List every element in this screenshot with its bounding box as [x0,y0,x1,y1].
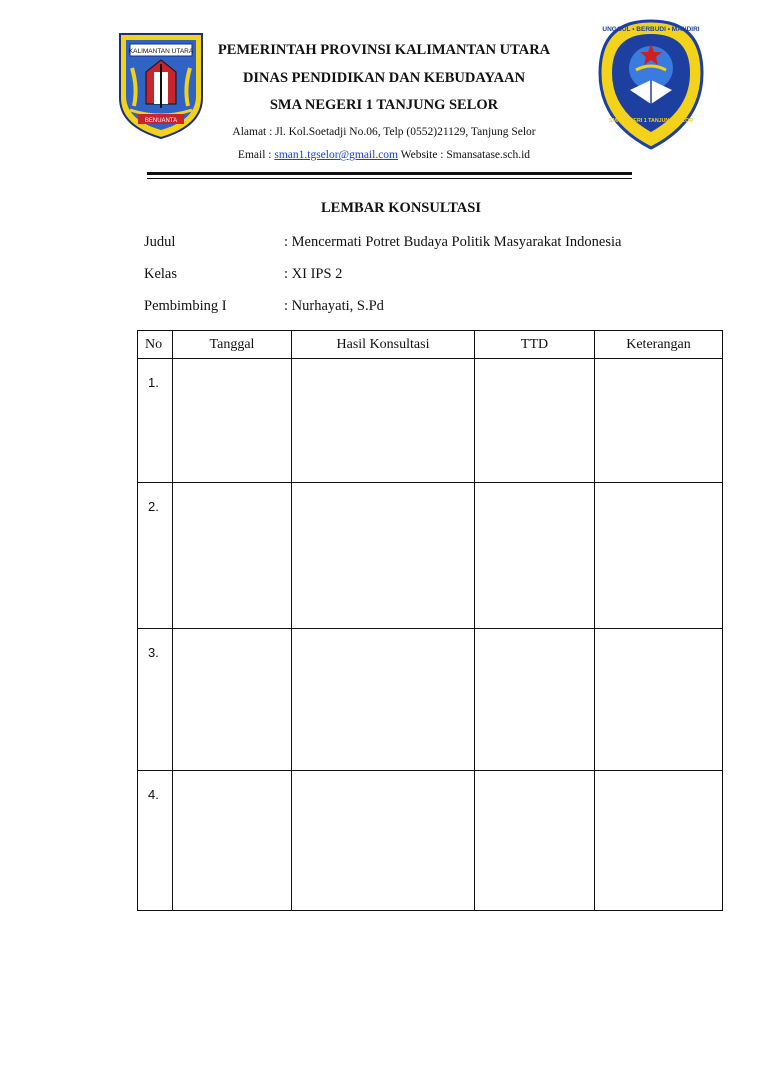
cell-ttd[interactable] [475,483,595,629]
field-judul-value: : Mencermati Potret Budaya Politik Masyarakat Indonesia [284,234,622,250]
row-number: 4. [138,771,173,911]
field-pembimbing-label: Pembimbing I [144,298,227,314]
cell-keterangan[interactable] [595,771,723,911]
cell-keterangan[interactable] [595,483,723,629]
logo-right-motto: UNGGUL • BERBUDI • MANDIRI [602,26,700,33]
field-pembimbing-value: : Nurhayati, S.Pd [284,298,384,314]
cell-ttd[interactable] [475,771,595,911]
col-header-hasil-konsultasi: Hasil Konsultasi [292,331,475,359]
col-header-tanggal: Tanggal [173,331,292,359]
header-divider-thin [147,178,632,179]
header-divider-thick [147,172,632,175]
logo-left-bottom-text: BENUANTA [144,118,178,124]
logo-left-top-text: KALIMANTAN UTARA [128,48,194,55]
col-header-ttd: TTD [475,331,595,359]
row-number: 2. [138,483,173,629]
header-address: Alamat : Jl. Kol.Soetadji No.06, Telp (0552)21129, Tanjung Selor [232,126,536,138]
cell-tanggal[interactable] [173,359,292,483]
website-text: Website : Smansatase.sch.id [400,149,531,161]
form-title: LEMBAR KONSULTASI [321,200,481,216]
cell-tanggal[interactable] [173,771,292,911]
header-line-government: PEMERINTAH PROVINSI KALIMANTAN UTARA [217,42,551,58]
col-header-keterangan: Keterangan [595,331,723,359]
email-link[interactable]: sman1.tgselor@gmail.com [274,149,398,161]
field-kelas-value: : XI IPS 2 [284,266,343,282]
table-row [138,359,723,483]
cell-keterangan[interactable] [595,359,723,483]
table-row [138,771,723,911]
table-header-row [138,331,723,359]
cell-ttd[interactable] [475,359,595,483]
field-kelas-label: Kelas [144,266,178,282]
header-contact [0,149,768,161]
col-header-no: No [138,331,173,359]
header-line-school: SMA NEGERI 1 TANJUNG SELOR [269,97,499,113]
table-row [138,483,723,629]
cell-ttd[interactable] [475,629,595,771]
cell-hasil-konsultasi[interactable] [292,771,475,911]
cell-keterangan[interactable] [595,629,723,771]
row-number: 3. [138,629,173,771]
row-number: 1. [138,359,173,483]
email-label: Email : [237,149,272,161]
cell-tanggal[interactable] [173,483,292,629]
table-row [138,629,723,771]
header-line-department: DINAS PENDIDIKAN DAN KEBUDAYAAN [242,70,526,86]
cell-hasil-konsultasi[interactable] [292,359,475,483]
consultation-table [137,330,723,911]
cell-hasil-konsultasi[interactable] [292,629,475,771]
field-judul-label: Judul [144,234,176,250]
cell-hasil-konsultasi[interactable] [292,483,475,629]
cell-tanggal[interactable] [173,629,292,771]
logo-right-school: SMA NEGERI 1 TANJUNG SELOR [608,118,694,124]
